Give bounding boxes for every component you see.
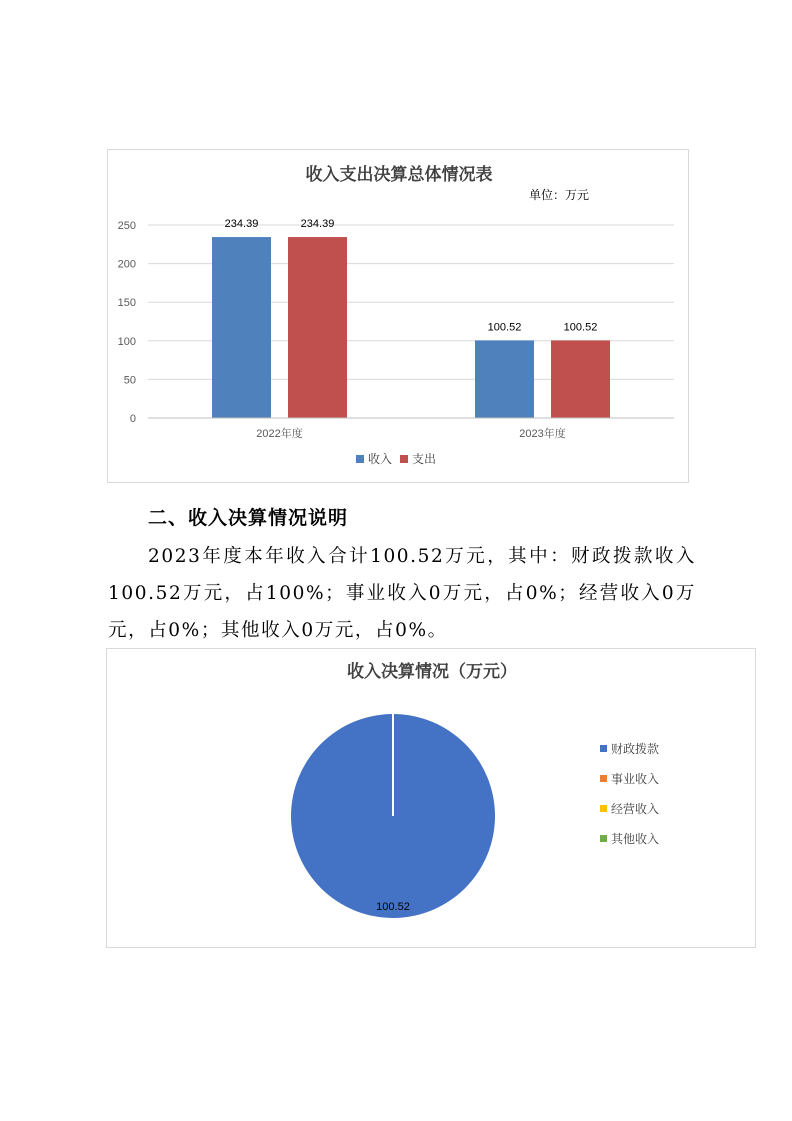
pie-data-label: 100.52 — [376, 901, 410, 913]
bar-chart-title: 收入支出决算总体情况表 — [305, 165, 493, 185]
data-label: 234.39 — [300, 218, 335, 231]
legend-label: 经营收入 — [611, 802, 660, 816]
bar-chart-svg — [108, 150, 690, 484]
data-label: 100.52 — [487, 321, 522, 334]
legend-swatch — [600, 745, 607, 752]
y-tick-label: 250 — [117, 220, 136, 232]
data-label: 100.52 — [563, 321, 598, 334]
income-pie-chart — [106, 648, 756, 948]
bar-收入-2023年度 — [475, 340, 534, 418]
legend-swatch — [600, 775, 607, 782]
legend-swatch — [356, 455, 364, 463]
legend-label: 支出 — [412, 452, 437, 466]
data-label: 234.39 — [224, 218, 259, 231]
legend-swatch — [600, 805, 607, 812]
legend-swatch — [400, 455, 408, 463]
unit-note: 单位：万元 — [529, 188, 590, 202]
legend-label: 收入 — [368, 452, 393, 466]
legend-label: 财政拨款 — [611, 742, 660, 756]
legend-swatch — [600, 835, 607, 842]
pie-chart-title: 收入决算情况（万元） — [347, 662, 517, 682]
bar-支出-2022年度 — [288, 237, 347, 418]
y-tick-label: 50 — [123, 374, 136, 387]
section-paragraph: 2023年度本年收入合计100.52万元，其中：财政拨款收入100.52万元，占100%；事业收入0万元，占0%；经营收入0万元，占0%；其他收入0万元，占0%。 — [108, 546, 696, 641]
x-tick-label: 2023年度 — [519, 428, 566, 440]
income-expense-chart — [107, 149, 689, 483]
legend-label: 其他收入 — [611, 832, 660, 846]
y-tick-label: 200 — [117, 258, 136, 271]
pie-chart-svg — [107, 649, 757, 949]
bar-收入-2022年度 — [212, 237, 271, 418]
bar-支出-2023年度 — [551, 340, 610, 418]
x-tick-label: 2022年度 — [256, 428, 303, 440]
y-tick-label: 0 — [129, 413, 136, 425]
section-heading: 二、收入决算情况说明 — [148, 507, 349, 529]
y-tick-label: 100 — [117, 335, 136, 348]
y-tick-label: 150 — [117, 297, 136, 310]
legend-label: 事业收入 — [611, 772, 660, 786]
